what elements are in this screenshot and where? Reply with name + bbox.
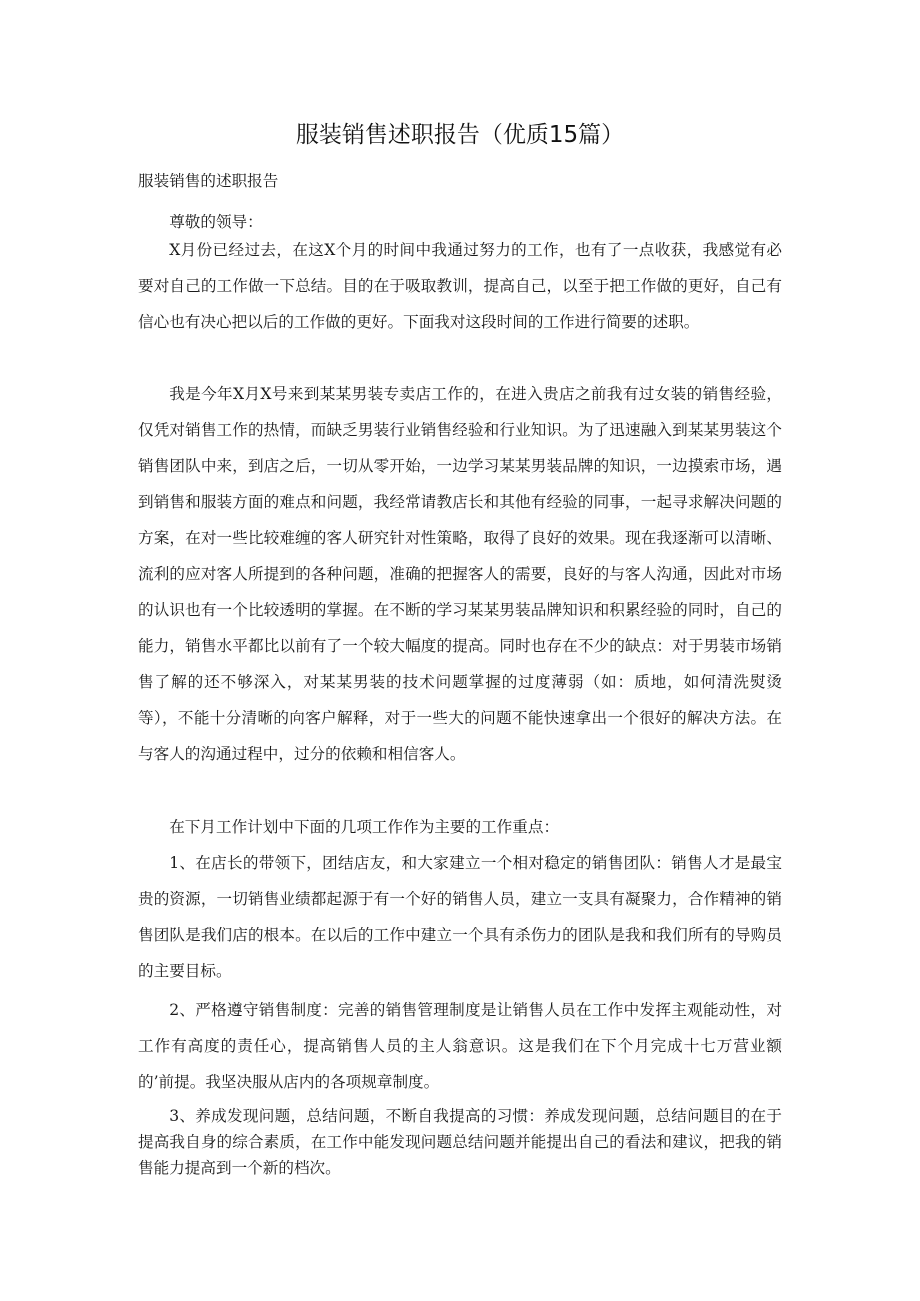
plan-item-3: 3、养成发现问题，总结问题，不断自我提高的习惯：养成发现问题，总结问题目的在于提高我自身的综合素质，在工作中能发现问题总结问题并能提出自己的看法和建议，把我的销售能力提高到一个新的档次。 [138, 1107, 782, 1177]
document-title: 服装销售述职报告（优质15篇） [295, 122, 625, 148]
document-body [138, 0, 782, 1301]
plan-item-2: 2、严格遵守销售制度：完善的销售管理制度是让销售人员在工作中发挥主观能动性，对工作有高度的责任心，提高销售人员的主人翁意识。这是我们在下个月完成十七万营业额的’前提。我坚决服从店内的各项规章制度。 [138, 1001, 782, 1091]
intro-paragraph: X月份已经过去，在这X个月的时间中我通过努力的工作，也有了一点收获，我感觉有必要对自己的工作做一下总结。目的在于吸取教训，提高自己，以至于把工作做的更好，自己有信心也有决心把以后的工作做的更好。下面我对这段时间的工作进行简要的述职。 [138, 241, 782, 331]
experience-paragraph: 我是今年X月X号来到某某男装专卖店工作的，在进入贵店之前我有过女装的销售经验，仅凭对销售工作的热情，而缺乏男装行业销售经验和行业知识。为了迅速融入到某某男装这个销售团队中来，到店之后，一切从零开始，一边学习某某男装品牌的知识，一边摸索市场，遇到销售和服装方面的难点和问题，我经常请教店长和其他有经验的同事，一起寻求解决问题的方案，在对一些比较难缠的客人研究针对性策略，取得了良好的效果。现在我逐渐可以清晰、流利的应对客人所提到的各种问题，准确的把握客人的需要，良好的与客人沟通，因此对市场的认识也有一个比较透明的掌握。在不断的学习某某男装品牌知识和积累经验的同时，自己的能力，销售水平都比以前有了一个较大幅度的提高。同时也存在不少的缺点：对于男装市场销售了解的还不够深入，对某某男装的技术问题掌握的过度薄弱（如：质地，如何清洗熨烫等），不能十分清晰的向客户解释，对于一些大的问题不能快速拿出一个很好的解决方法。在与客人的沟通过程中，过分的依赖和相信客人。 [138, 385, 782, 763]
plan-item-1: 1、在店长的带领下，团结店友，和大家建立一个相对稳定的销售团队：销售人才是最宝贵的资源，一切销售业绩都起源于有一个好的销售人员，建立一支具有凝聚力，合作精神的销售团队是我们店的根本。在以后的工作中建立一个具有杀伤力的团队是我和我们所有的导购员的主要目标。 [138, 854, 782, 980]
plan-intro-paragraph: 在下月工作计划中下面的几项工作作为主要的工作重点： [169, 818, 560, 836]
document-subtitle: 服装销售的述职报告 [138, 172, 279, 190]
salutation-paragraph: 尊敬的领导： [169, 213, 263, 231]
